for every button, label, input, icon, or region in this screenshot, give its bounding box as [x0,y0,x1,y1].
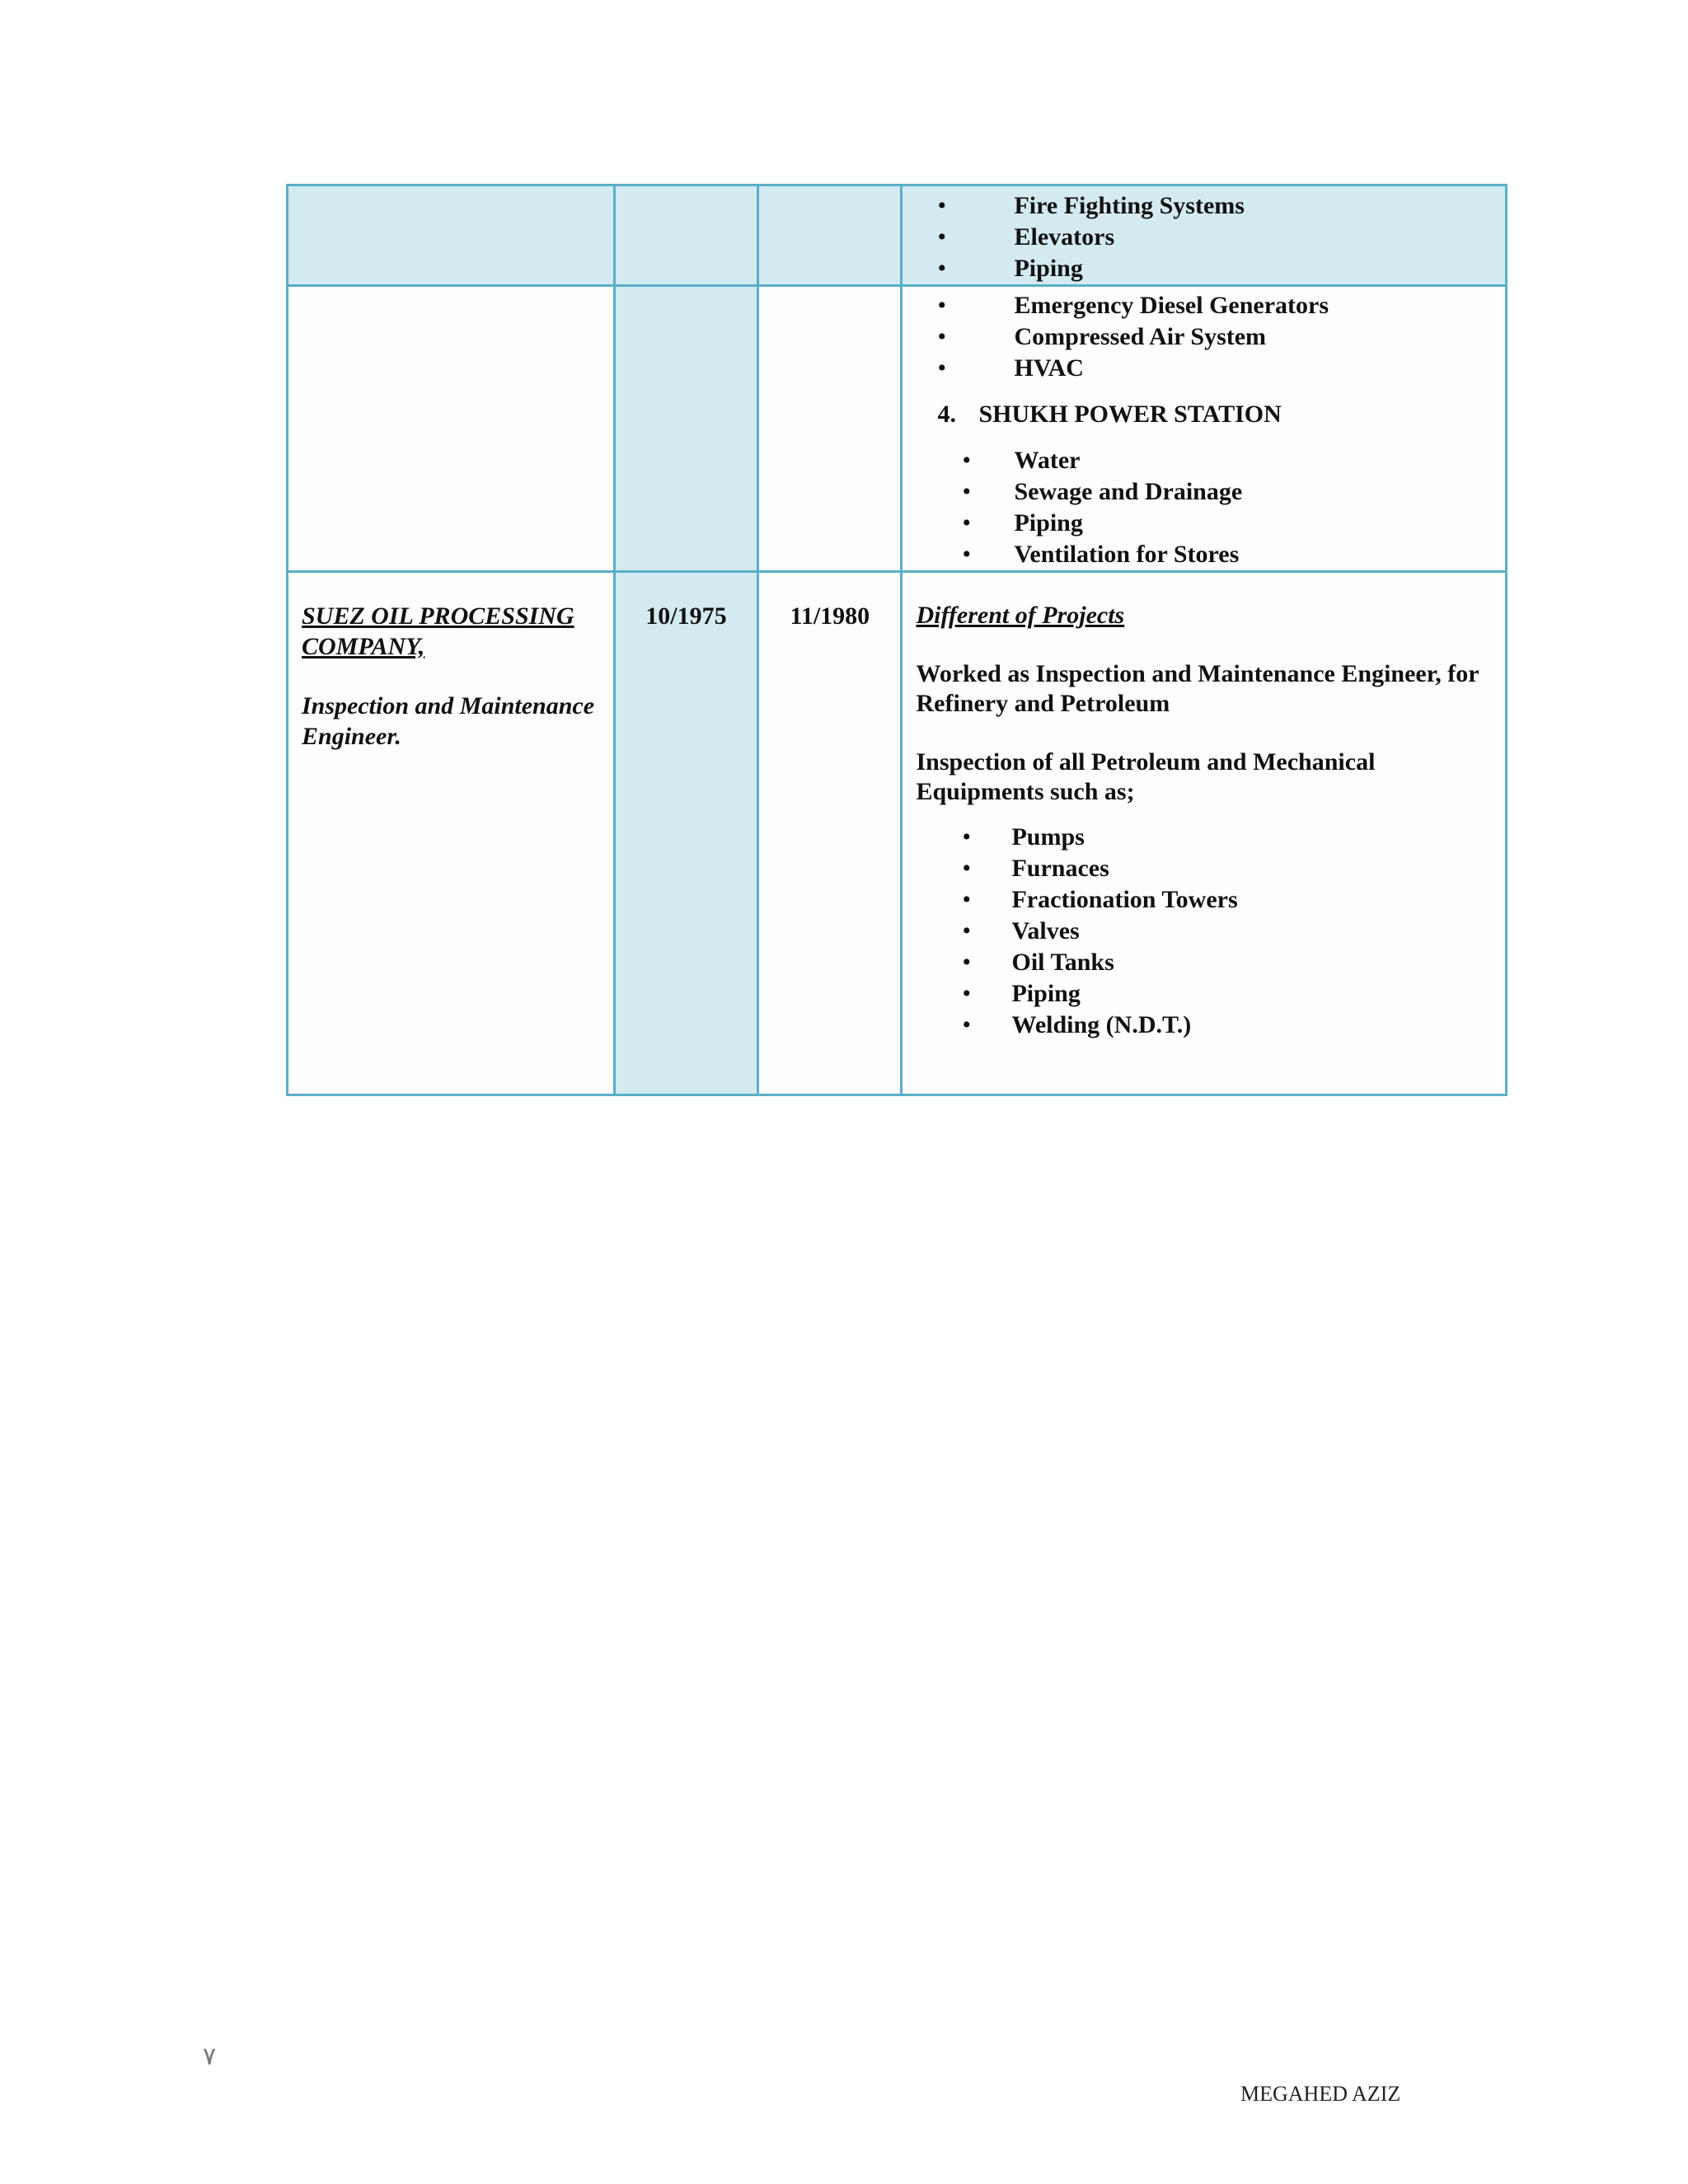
list-item: • Furnaces [903,853,1492,884]
table-row [288,185,1507,286]
list-item: • Piping [903,508,1505,539]
description-cell [902,572,1507,1095]
role-description: Worked as Inspection and Maintenance Engineer, for Refinery and Petroleum [916,660,1479,717]
date-to-cell [758,185,902,286]
list-item: • Water [903,445,1505,476]
station-heading [937,399,1505,430]
page-number: ٧ [203,2042,217,2071]
station-systems-list [903,445,1505,570]
footer-author: MEGAHED AZIZ [1240,2082,1401,2106]
table-row [288,286,1507,572]
list-item: • Valves [903,916,1492,947]
job-title: Inspection and Maintenance Engineer. [302,692,595,750]
date-from-cell [614,572,757,1095]
list-item: • Elevators [903,222,1505,253]
company-cell [288,185,615,286]
systems-list [903,190,1505,284]
date-from-cell [614,286,757,572]
company-cell [288,286,615,572]
company-cell [288,572,615,1095]
station-name: SHUKH POWER STATION [978,401,1282,428]
list-item: • Welding (N.D.T.) [903,1010,1492,1041]
list-item: • HVAC [903,353,1505,384]
list-item: • Sewage and Drainage [903,476,1505,508]
date-to-cell [758,572,902,1095]
experience-table [286,184,1507,1096]
table-row [288,572,1507,1095]
list-item: • Ventilation for Stores [903,539,1505,570]
date-from-cell [614,185,757,286]
list-item: • Emergency Diesel Generators [903,290,1505,321]
systems-list [903,290,1505,384]
list-item: • Fire Fighting Systems [903,190,1505,222]
inspection-description: Inspection of all Petroleum and Mechanical Equipments such as; [916,748,1376,805]
list-item: • Fractionation Towers [903,884,1492,916]
description-cell [902,286,1507,572]
company-name: SUEZ OIL PROCESSING COMPANY, [302,602,574,660]
station-number: 4. [937,401,956,428]
description-cell [902,185,1507,286]
date-to-cell [758,286,902,572]
list-item: • Oil Tanks [903,947,1492,978]
list-item: • Piping [903,253,1505,284]
list-item: • Pumps [903,822,1492,853]
list-item: • Piping [903,978,1492,1010]
list-item: • Compressed Air System [903,321,1505,353]
date-from: 10/1975 [645,602,727,630]
date-to: 11/1980 [790,602,870,630]
projects-heading: Different of Projects [916,602,1125,629]
equipment-list [903,822,1492,1041]
